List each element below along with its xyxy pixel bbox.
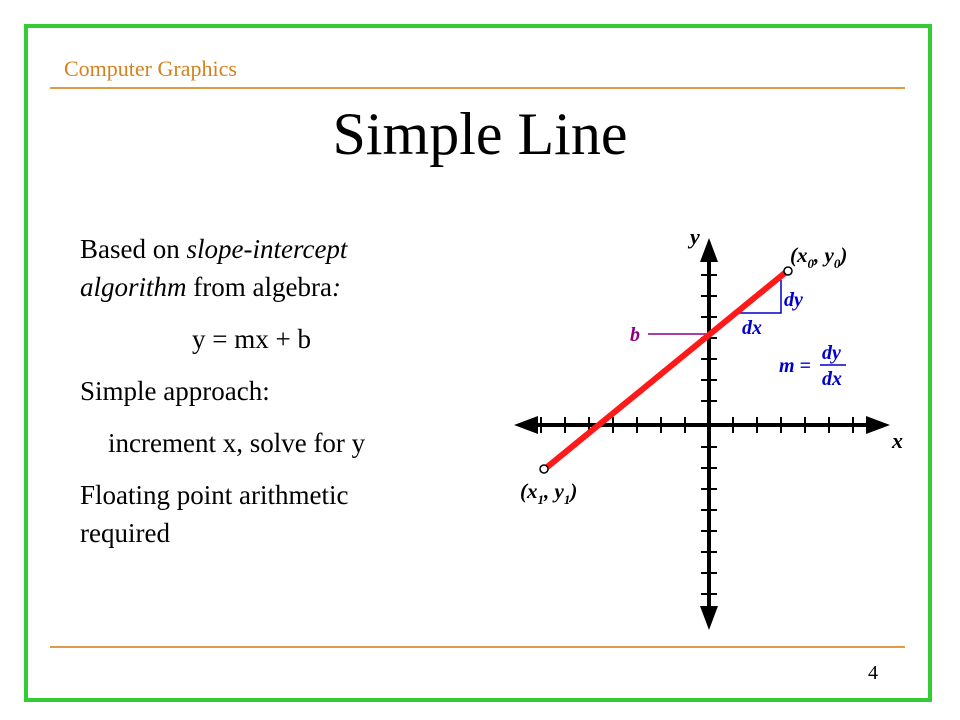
p0-close: ) bbox=[840, 243, 848, 267]
endpoint-end-label bbox=[790, 243, 847, 271]
footer-divider bbox=[50, 646, 905, 648]
endpoint-start-label bbox=[520, 479, 577, 507]
x-axis-arrow-left bbox=[514, 416, 538, 434]
m-numerator: dy bbox=[822, 342, 841, 364]
p0-open: (x bbox=[790, 243, 808, 267]
equation: y = mx + b bbox=[192, 324, 311, 354]
algorithm-emphasis: algorithm bbox=[80, 272, 187, 302]
intro-text: Based on bbox=[80, 234, 187, 264]
x-axis-label: x bbox=[892, 428, 903, 453]
floating-line-1: Floating point arithmetic bbox=[80, 480, 349, 510]
p0-sub-x: 0 bbox=[807, 256, 814, 271]
p1-sub-x: 1 bbox=[537, 492, 544, 507]
b-label: b bbox=[630, 324, 640, 346]
algebra-text: from algebra bbox=[186, 272, 332, 302]
floating-line-2: required bbox=[80, 518, 170, 548]
page-number: 4 bbox=[868, 662, 878, 684]
p1-open: (x bbox=[520, 479, 538, 503]
p1-mid: , y bbox=[544, 479, 564, 503]
y-axis-arrow-bottom bbox=[700, 606, 718, 630]
intro-emphasis: slope-intercept bbox=[186, 234, 348, 264]
colon-mark: : bbox=[331, 272, 341, 302]
p0-sub-y: 0 bbox=[833, 256, 841, 271]
slide-title: Simple Line bbox=[332, 101, 628, 167]
dy-label: dy bbox=[784, 289, 803, 311]
p0-mid: , y bbox=[814, 243, 834, 267]
approach-heading: Simple approach: bbox=[80, 376, 270, 406]
p1-close: ) bbox=[570, 479, 578, 503]
m-denominator: dx bbox=[822, 368, 842, 390]
y-axis-label: y bbox=[690, 224, 700, 249]
m-equals-label: m = bbox=[779, 355, 811, 377]
p1-sub-y: 1 bbox=[563, 492, 571, 507]
x-axis-arrow-right bbox=[866, 416, 890, 434]
endpoint-start bbox=[540, 465, 548, 473]
approach-detail: increment x, solve for y bbox=[108, 428, 366, 458]
dx-label: dx bbox=[742, 317, 762, 339]
endpoint-end bbox=[784, 267, 792, 275]
line-segment bbox=[546, 272, 786, 468]
slide-header: Computer Graphics bbox=[64, 56, 237, 81]
y-axis-arrow-top bbox=[700, 238, 718, 262]
